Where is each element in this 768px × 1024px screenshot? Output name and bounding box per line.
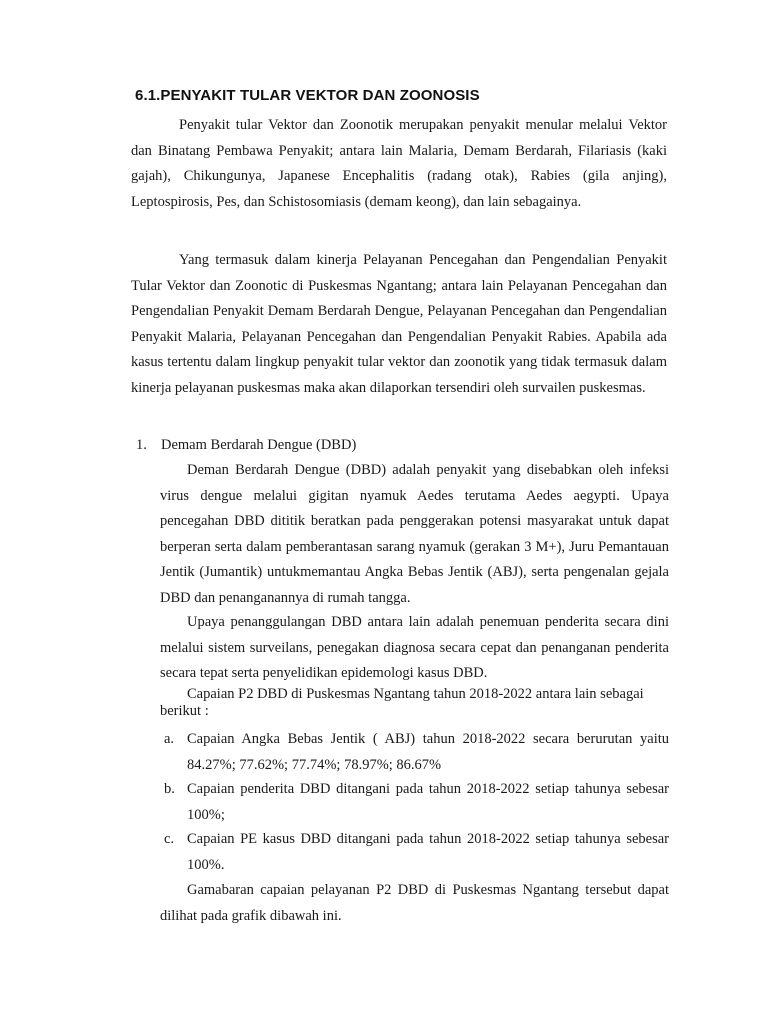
closing-paragraph: Gamabaran capaian pelayanan P2 DBD di Puskesmas Ngantang tersebut dapat dilihat pada grafik dibawah ini. [160, 882, 669, 924]
list-number: 1. [136, 437, 147, 453]
list-item-text: Capaian PE kasus DBD ditangani pada tahun 2018-2022 setiap tahunya sebesar 100%. [187, 831, 669, 873]
section-heading: 6.1.PENYAKIT TULAR VEKTOR DAN ZOONOSIS [135, 87, 480, 104]
list-item-label: c. [164, 831, 175, 847]
subsection-title: Demam Berdarah Dengue (DBD) [161, 437, 357, 453]
dbd-paragraph-3: Capaian P2 DBD di Puskesmas Ngantang tahun 2018-2022 antara lain sebagai berikut : [160, 686, 644, 719]
dbd-paragraph-2: Upaya penanggulangan DBD antara lain adalah penemuan penderita secara dini melalui sistem surveilans, penegakan diagnosa secara cepat dan penanganan penderita secara tepat serta penyelidikan epidemologi kasus DBD. [160, 614, 669, 681]
intro-paragraph-2: Yang termasuk dalam kinerja Pelayanan Pencegahan dan Pengendalian Penyakit Tular Vektor dan Zoonotic di Puskesmas Ngantang; antara lain Pelayanan Pencegahan dan Pengendalian Penyakit Demam Berdarah Dengue, Pelayanan Pencegahan dan Pengendalian Penyakit Malaria, Pelayanan Pencegahan dan Pengendalian Penyakit Rabies. Apabila ada kasus tertentu dalam lingkup penyakit tular vektor dan zoonotik yang tidak termasuk dalam kinerja pelayanan puskesmas maka akan dilaporkan tersendiri oleh survailen puskesmas. [131, 252, 667, 396]
list-item-label: b. [164, 781, 175, 797]
list-item-text: Capaian penderita DBD ditangani pada tahun 2018-2022 setiap tahunya sebesar 100%; [187, 781, 669, 823]
list-item-label: a. [164, 731, 175, 747]
list-item-text: Capaian Angka Bebas Jentik ( ABJ) tahun 2018-2022 secara berurutan yaitu 84.27%; 77.62%; 77.74%; 78.97%; 86.67% [187, 731, 669, 773]
dbd-paragraph-1: Deman Berdarah Dengue (DBD) adalah penyakit yang disebabkan oleh infeksi virus dengue melalui gigitan nyamuk Aedes terutama Aedes aegypti. Upaya pencegahan DBD dititik beratkan pada penggerakan potensi masyarakat untuk dapat berperan serta dalam pemberantasan sarang nyamuk (gerakan 3 M+), Juru Pemantauan Jentik (Jumantik) untukmemantau Angka Bebas Jentik (ABJ), serta pengenalan gejala DBD dan penanganannya di rumah tangga. [160, 462, 669, 606]
intro-paragraph-1: Penyakit tular Vektor dan Zoonotik merupakan penyakit menular melalui Vektor dan Binatang Pembawa Penyakit; antara lain Malaria, Demam Berdarah, Filariasis (kaki gajah), Chikungunya, Japanese Encephalitis (radang otak), Rabies (gila anjing), Leptospirosis, Pes, dan Schistosomiasis (demam keong), dan lain sebagainya. [131, 117, 667, 210]
